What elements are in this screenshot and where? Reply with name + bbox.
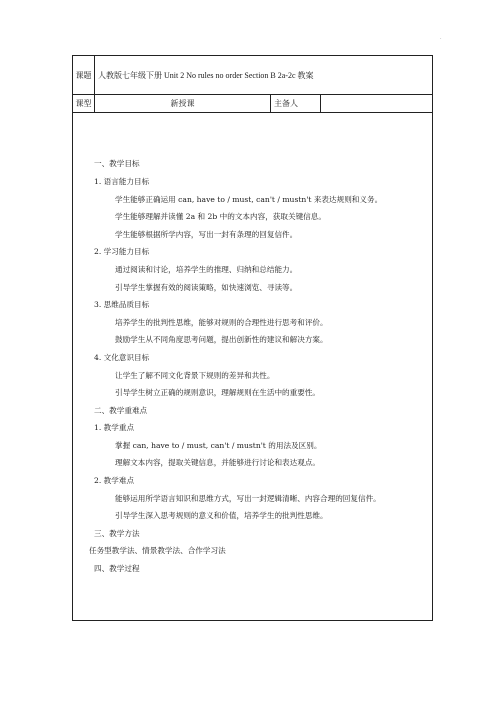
preparer-label: 主备人: [271, 95, 321, 113]
subsection-heading: 2. 学习能力目标: [94, 247, 150, 257]
subsection-heading: 1. 教学重点: [94, 423, 135, 433]
paragraph: 引导学生树立正确的规则意识，理解规则在生活中的重要性。: [115, 388, 321, 398]
subsection-heading: 4. 文化意识目标: [94, 352, 150, 362]
section-heading: 二、教学重难点: [94, 405, 148, 415]
paragraph: 引导学生掌握有效的阅读策略，如快速浏览、寻读等。: [115, 282, 298, 292]
paragraph: 引导学生深入思考规则的意义和价值，培养学生的批判性思维。: [115, 511, 328, 521]
section-heading: 四、教学过程: [94, 564, 140, 574]
content-row: [73, 113, 433, 621]
paragraph: 学生能够根据所学内容，写出一封有条理的回复信件。: [115, 229, 298, 239]
lesson-plan-table: [72, 55, 433, 621]
paragraph: 让学生了解不同文化背景下规则的差异和共性。: [115, 370, 275, 380]
topic-label: 课题: [73, 56, 95, 95]
corner-mark: ·: [440, 36, 442, 42]
section-heading: 一、教学目标: [94, 159, 140, 169]
lesson-content: [73, 155, 428, 577]
type-label: 课型: [73, 95, 95, 113]
subsection-heading: 3. 思维品质目标: [94, 300, 150, 310]
paragraph: 鼓励学生从不同角度思考问题，提出创新性的建议和解决方案。: [115, 335, 328, 345]
paragraph: 学生能够理解并读懂 2a 和 2b 中的文本内容，获取关键信息。: [115, 212, 326, 222]
content-cell: [73, 113, 433, 621]
paragraph: 通过阅读和讨论，培养学生的推理、归纳和总结能力。: [115, 264, 298, 274]
title-row: [73, 56, 433, 95]
subsection-heading: 1. 语言能力目标: [94, 176, 150, 186]
paragraph: 理解文本内容，提取关键信息，并能够进行讨论和表达观点。: [115, 458, 321, 468]
paragraph: 培养学生的批判性思维，能够对规则的合理性进行思考和评价。: [115, 317, 328, 327]
subsection-heading: 2. 教学难点: [94, 476, 135, 486]
paragraph: 学生能够正确运用 can, have to / must, can't / mustn't 来表达规则和义务。: [115, 194, 383, 204]
section-heading: 三、教学方法: [94, 528, 140, 538]
lesson-type: 新授课: [95, 95, 271, 113]
preparer-value: [321, 95, 433, 113]
type-row: [73, 95, 433, 113]
paragraph: 任务型教学法、情景教学法、合作学习法: [89, 546, 226, 556]
paragraph: 能够运用所学语言知识和思维方式，写出一封逻辑清晰、内容合理的回复信件。: [115, 493, 381, 503]
paragraph: 掌握 can, have to / must, can't / mustn't 的用法及区别。: [115, 440, 322, 450]
lesson-title: 人教版七年级下册 Unit 2 No rules no order Section B 2a-2c 教案: [95, 56, 433, 95]
